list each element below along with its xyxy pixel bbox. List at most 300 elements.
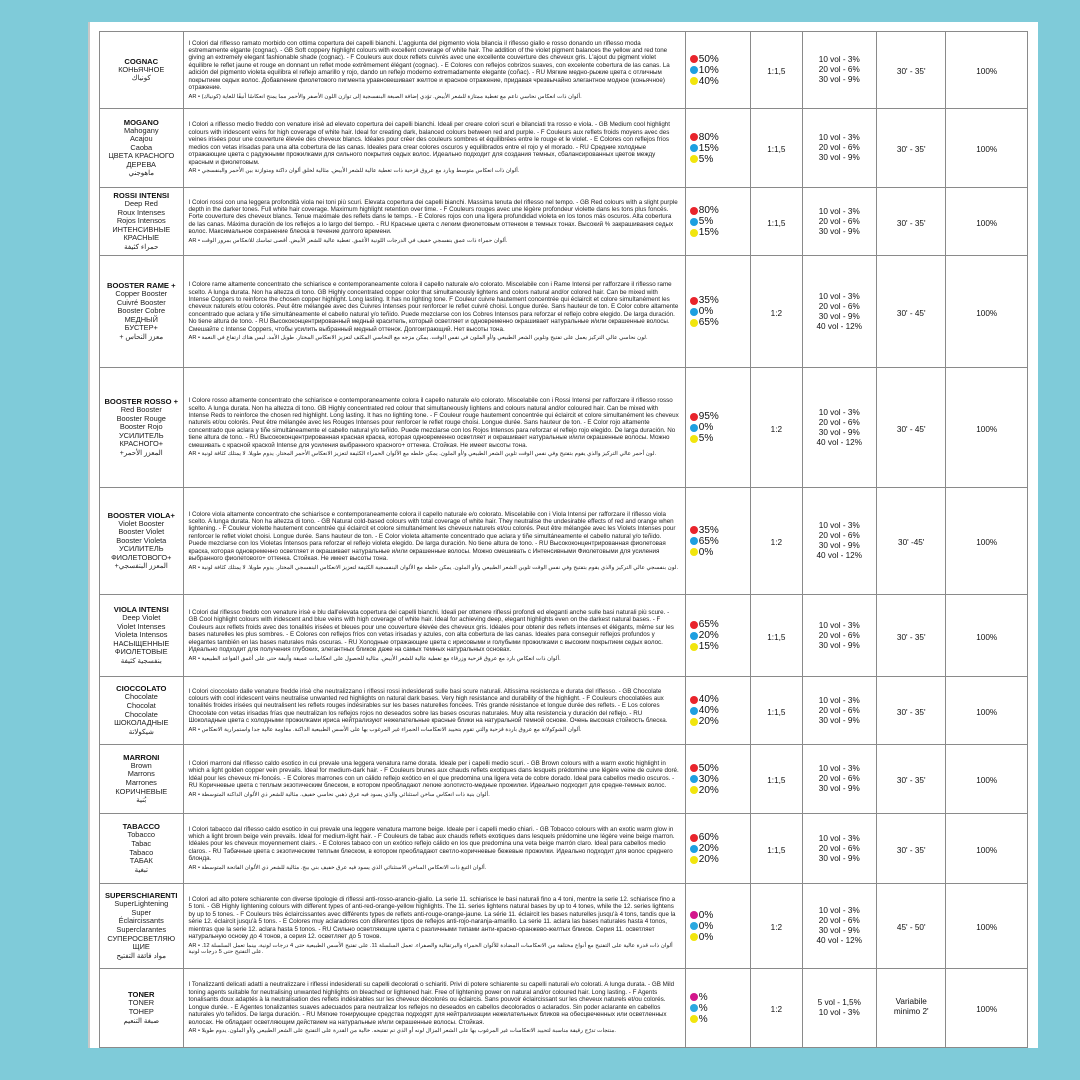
product-name-arabic: مواد فائقة التفتيح: [116, 952, 167, 960]
developer-volume: 20 vol - 6%: [818, 630, 860, 640]
coverage-cell: [946, 188, 1028, 256]
coverage-value: 100%: [976, 424, 998, 434]
product-name: COGNAC: [124, 56, 159, 66]
coverage-cell: [946, 595, 1028, 677]
mixing-ratio-cell: [751, 368, 802, 488]
mixing-ratio: 1:2: [770, 923, 783, 932]
percentage-value: 15%: [698, 227, 719, 238]
processing-time-cell: [876, 109, 945, 188]
product-name-translation: Éclaircissants: [118, 916, 164, 926]
product-name-translation: Tobacco: [127, 830, 156, 840]
percentage-value: 5%: [698, 216, 714, 227]
processing-time-cell: [876, 256, 945, 368]
product-name-translation: Acajou: [129, 134, 153, 144]
percentage-value: 0%: [698, 306, 714, 317]
reflex-percentage: [690, 932, 746, 943]
developer-volume: 30 vol - 9%: [818, 541, 860, 550]
mixing-ratio: 1:1,5: [767, 845, 786, 855]
reflex-percentages-cell: [685, 745, 750, 814]
product-name-translation: ЦВЕТА КРАСНОГО: [108, 151, 175, 161]
developer-volume: 30 vol - 9%: [818, 75, 860, 84]
developer-volume: 10 vol - 3%: [818, 1008, 860, 1017]
developer-volume: 10 vol - 3%: [818, 407, 860, 417]
processing-time: 30' - 45': [896, 424, 926, 434]
description-text: I Colori rossi con una leggera profondità viola nei toni più scuri. Elevata copertura dei capelli bianchi. Massima tenuta del riflesso nel tempo. - GB Red colours with a slight purple depth in the darker tones. Full white hair coverage. Maximum highlight retention over time. - F Couleurs rouges avec une légère profondeur violette dans les tons plus foncés. Forte couverture des cheveux blancs. Tenue maximale des reflets dans le temps. - E Colores rojos con una ligera profundidad violeta en los tonos más oscuros. Alta cobertura de las canas. Máxima duración de los reflejos a lo largo del tiempo. - RU Красные цвета с легким фиолетовым оттенком в темных тонах. Высокий % закрашивания седых волос. Максимальное сохранение блеска в течение долгого времени.: [188, 198, 678, 236]
percentage-value: 20%: [698, 716, 719, 727]
reflex-percentage: [690, 536, 746, 547]
table-row: [100, 188, 1028, 256]
yellow-dot-icon: [690, 718, 698, 726]
developer-volume: 40 vol - 12%: [816, 321, 862, 331]
reflex-percentage: [690, 921, 746, 932]
reflex-percentages-cell: [685, 32, 750, 109]
developer-volume: 10 vol - 3%: [818, 906, 860, 915]
reflex-percentage: [690, 422, 746, 433]
reflex-percentage: [690, 694, 746, 705]
developer-volume: 20 vol - 6%: [818, 705, 860, 715]
product-name-cell: [100, 884, 184, 969]
developer-volume: 20 vol - 6%: [818, 531, 860, 540]
product-name-translation: ФИОЛЕТОВЫЕ: [114, 647, 168, 657]
blue-dot-icon: [690, 707, 698, 715]
table-row: [100, 884, 1028, 969]
product-name: ROSSI INTENSI: [113, 191, 170, 201]
processing-time: 30' - 35': [896, 845, 926, 855]
developer-volume-cell: [802, 814, 876, 884]
processing-time-cell: [876, 595, 945, 677]
product-name-translation: Booster Rouge: [116, 413, 166, 423]
percentage-value: 0%: [698, 422, 714, 433]
percentage-value: 50%: [698, 762, 719, 774]
reflex-percentage: [690, 227, 746, 238]
description-text: I Colori ad alto potere schiarente con diverse tipologie di riflessi anti-rosso-arancio-giallo. La serie 11. schiarisce le basi naturali fino a 4 toni, mentre la serie 12. schiarisce fino a 5 toni. - GB Highly lightening colours with different types of anti-red-orange-yellow highlights. The 11. series lightens natural bases by up to 4 tones, while the 12. series lightens by up to 5 tones. - F Couleurs très éclaircissantes avec différents types de reflets anti-rouge-orange-jaune. La série 11. éclaircit les bases naturelles jusqu'à 4 tons, tandis que la série 12. éclaircit jusqu'à 5 tons. - E Colores muy aclaradores con diferentes tipos de reflejos anti-rojo-naranja-amarillo. La serie 11. aclara las bases naturales hasta 4 tonos, mientras que la serie 12. aclara hasta 5 tonos. - RU Сильно осветляющие цвета с различными типами анти-красно-оранжево-желтых бликов. Серия 11. осветляет натуральную основу до 4 тонов, а серия 12. осветляет до 5 тонов.: [188, 895, 676, 941]
description-arabic: AR • ألوان ذات قدرة عالية على التفتيح مع أنواع مختلفة من الانعكاسات المضادة للألوان الحمراء والبرتقالية والصفراء. تعمل السلسلة 11. على تفتيح الأسس الطبيعية حتى 4 درجات لونية، بينما تعمل السلسلة 12. على التفتيح حتى 5 درجات لونية.: [188, 942, 673, 956]
developer-volume: 10 vol - 3%: [818, 764, 860, 773]
developer-volume: 10 vol - 3%: [818, 833, 860, 843]
description-text: I Colori tabacco dal riflesso caldo esotico in cui prevale una leggere venatura marrone beige. Ideale per i capelli medio chiari. - GB Tobacco colours with an exotic warm glow in which a light brown beige vein prevails. Ideal for medium-light hair. - F Couleurs de tabac aux chauds reflets exotiques dans lesquels prédomine une légère veine beige marron. Idéales pour les cheveux moyennement clairs. - E Colores tabaco con un exótico reflejo cálido en los que predomina una veta beige marrón claro. Ideal para cabellos medio claros. - RU Табачные цвета с экзотическим теплым блеском, в котором преобладают светло-коричневые бежевые прожилки. Идеально подходит для волос среднего блонда.: [188, 825, 675, 863]
description-cell: [183, 188, 685, 256]
product-name-translation: Superclarantes: [116, 925, 167, 934]
product-name-cell: [100, 488, 184, 595]
coverage-value: 100%: [976, 776, 998, 785]
percentage-value: 15%: [698, 641, 719, 652]
reflex-percentages-cell: [685, 595, 750, 677]
processing-time-cell: [876, 814, 945, 884]
mixing-ratio: 1:1,5: [767, 145, 786, 154]
reflex-percentage: [690, 295, 746, 306]
product-name-cell: [100, 677, 184, 745]
percentage-value: 40%: [698, 694, 719, 705]
description-cell: [183, 677, 685, 745]
mixing-ratio: 1:2: [770, 538, 783, 547]
red-dot-icon: [690, 133, 698, 141]
processing-time: 30' - 35': [896, 67, 926, 76]
reflex-percentage: [690, 547, 746, 558]
product-name-translation: Cuivré Booster: [116, 297, 166, 307]
developer-volume-cell: [802, 745, 876, 814]
red-dot-icon: [690, 526, 698, 534]
product-name-translation: SuperLightening: [114, 899, 169, 909]
description-arabic: AR • منتجات تدرّج رقيقة مناسبة لتحييد الانعكاسات غير المرغوب بها على الشعر المزال لونه أو الذي تم تفتيحه. خالية من القدرة على التفتيح على الشعر الطبيعي و/أو الملون. يدوم طويلا.: [188, 1028, 617, 1034]
developer-volume: 30 vol - 9%: [818, 640, 860, 650]
product-name-translation: ФИОЛЕТОВОГО+: [111, 552, 172, 562]
product-name-arabic: بُنية: [136, 797, 147, 805]
product-name-translation: Roux Intenses: [117, 207, 165, 217]
processing-time-cell: [876, 677, 945, 745]
product-name-translation: Chocolat: [126, 700, 156, 710]
product-name-translation: УСИЛИТЕЛЬ: [118, 544, 164, 554]
product-name-translation: ТОНЕР: [128, 1007, 154, 1016]
yellow-dot-icon: [690, 933, 698, 941]
developer-volume: 10 vol - 3%: [818, 695, 860, 705]
product-name-translation: ШОКОЛАДНЫЕ: [114, 718, 169, 728]
percentage-value: 30%: [698, 773, 719, 785]
mixing-ratio: 1:2: [770, 1005, 783, 1014]
coverage-cell: [946, 884, 1028, 969]
developer-volume: 5 vol - 1,5%: [817, 998, 861, 1007]
reflex-percentages-cell: [685, 109, 750, 188]
product-name: MARRONI: [123, 752, 160, 762]
description-arabic: AR • لون أحمر عالي التركيز والذي يقوم بتفتيح وفي نفس الوقت تلوين الشعر الطبيعي و/أو الملون. يمكن خلطه مع الألوان الحمراء الكثيفة لتعزيز الانعكاس الأحمر المختار. يدوم طويلا. لا يمتلك كثافة لونية.: [188, 451, 657, 458]
developer-volume-cell: [802, 109, 876, 188]
product-name-translation: Tabaco: [129, 847, 154, 857]
developer-volume-cell: [802, 368, 876, 488]
percentage-value: 80%: [698, 131, 719, 143]
red-dot-icon: [690, 764, 698, 772]
description-text: I Colori dal riflesso freddo con venature irisè e blu dall'elevata copertura dei capelli bianchi. Ideali per ottenere riflessi profondi ed eleganti anche sulle basi naturali più scure. - GB Cool highlight colours with iridescent and blue veins with high coverage of white hair. Ideal for achieving deep, elegant highlights even on the darkest natural bases. - F Couleurs aux reflets froids avec des tonalités irisées et bleues pour une couverture élevée des cheveux gris. Idéales pour obtenir des reflets intenses et élégants, même sur les bases naturelles les plus sombres. - E Colores con reflejos fríos con vetas irisadas y azules, con alta cobertura de las canas. Ideales para conseguir reflejos profundos y elegantes también en las bases naturales más oscuras. - RU Холодные отражающие цвета с ирисовыми и голубыми прожилками с высоким покрытием седых волос. Идеально подходит для получения глубоких, элегантных бликов даже на самых темных натуральных основах.: [188, 608, 674, 654]
description-arabic: AR • لون نحاسي عالي التركيز يعمل على تفتيح وتلوين الشعر الطبيعي و/أو الملون في نفس الوقت. يمكن مزجه مع النحاسي المكثف لتعزيز الانعكاس المختار. طويل الأمد. ليس هناك ارتفاع في النغمة.: [188, 335, 648, 342]
developer-volume: 10 vol - 3%: [818, 206, 860, 216]
percentage-value: %: [698, 1002, 708, 1014]
description-arabic: AR • ألوان الشوكولاتة مع عروق باردة قزحية والتي تقوم بتحييد الانعكاسات الحمراء غير المرغوب بها على الأسس الطبيعية الداكنة. مقاومة عالية جدا واستمرارية الانعكاس.: [188, 726, 582, 733]
developer-volume: 20 vol - 6%: [818, 143, 860, 152]
reflex-percentage: [690, 54, 746, 65]
description-cell: [183, 969, 685, 1048]
description-text: I Colori a riflesso medio freddo con venature irisè ad elevato copertura dei capelli bianchi. Ideali per creare colori scuri e bilanciati tra rosso e viola. - GB Medium cool highlight colours with iridescent veins for high coverage of white hair. Ideal for creating dark, balanced colours between red and purple. - F Couleurs aux reflets froids moyens avec des veines irisées pour une couverture élevée des cheveux blancs. Idéales pour créer des couleurs sombres et équilibrées entre le rouge et le violet. - E Colores con reflejos fríos medios con vetas irisadas para una alta cobertura de las canas. Ideales para crear colores oscuros y equilibrados entre el rojo y el morado. - RU Средние холодные отражающие цвета с радужными прожилками для сильного покрытия седых волос. Идеально подходит для создания темных, сбалансированных цветов между красным и фиолетовым.: [188, 121, 671, 166]
mixing-ratio-cell: [751, 188, 802, 256]
reflex-percentage: [690, 132, 746, 143]
developer-volume: 30 vol - 9%: [818, 784, 860, 793]
table-row: [100, 745, 1028, 814]
product-name-translation: Violet Intenses: [117, 621, 166, 631]
description-arabic: AR • ألوان ذات انعكاس بارد مع عروق قزحية وزرقاء مع تغطية عالية للشعر الأبيض. مثالية للحصول على انعكاسات عميقة وأنيقة حتى على أغمق القواعد الطبيعية.: [188, 655, 561, 662]
description-cell: [183, 814, 685, 884]
reflex-percentage: [690, 205, 746, 216]
coverage-cell: [946, 745, 1028, 814]
sheet-edge: [88, 22, 90, 1048]
description-text: I Colori dal riflesso ramato morbido con ottima copertura dei capelli bianchi. L'aggiunta del pigmento viola bilancia il riflesso giallo e rosso donando un riflesso moda estremamente elgante (cognac). - GB Soft coppery highlight colours with excellent coverage of white hair. The addition of the violet pigment balances the yellow and red tone giving an extremely elegant fashionable shade (cognac). - F Couleurs aux doux reflets cuivrés avec une excellente couverture des cheveux gris. L'ajout du pigment violet équilibre le reflet jaune et rouge en donnant un reflet mode extrêmement élégant (cognac). - E Colores con reflejos cobrizos suaves, con excelente cobertura de las canas. La adición del pigmento violeta equilibra el reflejo amarillo y rojo, dando un reflejo moderno extremadamente elegante (coñac). - RU Мягкие медно-рыжие цвета с отличным покрытием седых волос. Добавление фиолетового пигмента уравновешивает желтое и красное отражение, придавая чрезвычайно элегантное модное (коньячное) отражение.: [188, 39, 670, 92]
reflex-percentage: [690, 525, 746, 536]
product-name: CIOCCOLATO: [116, 684, 167, 694]
description-cell: [183, 745, 685, 814]
red-dot-icon: [690, 696, 698, 704]
developer-volume-cell: [802, 256, 876, 368]
product-name-translation: Red Booster: [120, 405, 162, 415]
developer-volume: 10 vol - 3%: [818, 133, 860, 142]
coverage-value: 100%: [976, 67, 998, 76]
percentage-value: %: [698, 1013, 708, 1025]
product-name: TONER: [128, 990, 155, 1000]
reflex-percentage: [690, 832, 746, 843]
mixing-ratio: 1:1,5: [767, 707, 786, 717]
product-name-translation: КРАСНЫЕ: [123, 233, 160, 243]
product-name-translation: TONER: [128, 998, 155, 1008]
developer-volume: 20 vol - 6%: [818, 916, 860, 925]
percentage-value: 0%: [698, 920, 714, 932]
percentage-value: 65%: [698, 619, 719, 630]
product-name-translation: БУСТЕР+: [124, 323, 158, 333]
reflex-percentage: [690, 1014, 746, 1025]
product-name-translation: ЩИЕ: [132, 942, 150, 952]
product-name-translation: СУПЕРОСВЕТЛЯЮ: [107, 933, 176, 943]
coverage-cell: [946, 814, 1028, 884]
product-name-translation: Booster Cobre: [117, 306, 166, 316]
reflex-percentage: [690, 619, 746, 630]
developer-volume: 10 vol - 3%: [818, 620, 860, 630]
processing-time: 30' - 35': [896, 707, 926, 717]
developer-volume: 30 vol - 9%: [818, 715, 860, 725]
yellow-dot-icon: [690, 155, 698, 163]
product-name-cell: [100, 32, 184, 109]
product-name-translation: Marrons: [127, 769, 155, 779]
description-arabic: AR • ألوان ذات انعكاس متوسط وبارد مع عروق قزحية ذات تغطية عالية للشعر الأبيض. مثالية لخلق ألوان داكنة ومتوازنة بين الأحمر والبنفسجي.: [188, 168, 520, 174]
product-name-arabic: كونياك: [131, 75, 151, 83]
product-name-arabic: شيكولاتة: [128, 728, 154, 736]
description-text: I Colore viola altamente concentrato che schiarisce e contemporaneamente colora il capello naturale e/o colorato. Miscelabile con i Viola Intensi per rafforzare il riflesso viola scelto. A lunga durata. Non ha altezza di tono. - GB Natural cold-based colours with total coverage of white hair. They neutralise the undesirable effects of red and orange when lightening. - F Couleur violette hautement concentrée qui éclaircit et colore simultanément les cheveux naturels et/ou colorés. Peut être mélangée avec les Violets Intenses pour renforcer le reflet violet choisi. Longue durée. Sans hauteur de ton. - E Color violeta altamente concentrado que aclara y tiñe simultáneamente el cabello natural y/o teñido. Puede mezclarse con los Violetas Intensos para reforzar el reflejo violeta elegido. De larga duración. No tiene altura de tono. - RU Высококонцентрированная фиолетовая краска, которая одновременно осветляет и окрашивает натуральные и/или окрашенные волосы. Можно смешивать с Интенсивными Фиолетовыми для усиления выбранного фиолетового+ оттенка. Стойкая. Не имеет высоты тона.: [188, 510, 676, 563]
percentage-value: 0%: [698, 931, 714, 943]
coverage-value: 100%: [976, 707, 998, 717]
processing-time: Variabile minimo 2': [893, 997, 929, 1016]
mixing-ratio-cell: [751, 745, 802, 814]
description-cell: [183, 32, 685, 109]
mixing-ratio: 1:2: [770, 308, 783, 318]
product-name-translation: Caoba: [130, 142, 153, 152]
cyan-dot-icon: [690, 1004, 698, 1012]
reflex-percentage: [690, 76, 746, 87]
percentage-value: 20%: [698, 843, 719, 854]
description-arabic: AR • ألوان بنية ذات انعكاس ساخن استثنائي والذي يسود فيه عرق ذهبي نحاسي خفيف. مثالية للشعر ذي الألوان الداكنة المتوسطة.: [188, 791, 490, 798]
developer-volume: 30 vol - 9%: [818, 311, 860, 321]
percentage-value: 20%: [698, 784, 719, 796]
reflex-percentage: [690, 843, 746, 854]
product-name-arabic: المعزز البنفسجي+: [114, 563, 168, 571]
description-arabic: AR • لون بنفسجي عالي التركيز والذي يقوم بتفتيح وفي نفس الوقت تلوين الشعر الطبيعي و/أو الملون. يمكن خلطه مع الألوان البنفسجية الكثيفة لتعزيز الانعكاس البنفسجي المختار. يدوم طويلا. لا يمتلك كثافة لونية.: [188, 564, 679, 571]
coverage-cell: [946, 109, 1028, 188]
reflex-percentages-cell: [685, 884, 750, 969]
product-name-translation: КОРИЧНЕВЫЕ: [115, 786, 168, 796]
yellow-dot-icon: [690, 77, 698, 85]
developer-volume-cell: [802, 884, 876, 969]
coverage-value: 100%: [976, 218, 998, 228]
product-name-cell: [100, 188, 184, 256]
developer-volume: 30 vol - 9%: [818, 853, 860, 863]
percentage-value: 20%: [698, 630, 719, 641]
product-name-arabic: المعزز الأحمر+: [119, 449, 163, 457]
coverage-cell: [946, 969, 1028, 1048]
percentage-value: %: [698, 991, 708, 1003]
developer-volume: 10 vol - 3%: [818, 291, 860, 301]
description-cell: [183, 368, 685, 488]
developer-volume: 20 vol - 6%: [818, 774, 860, 783]
reflex-percentage: [690, 705, 746, 716]
developer-volume: 10 vol - 3%: [818, 521, 860, 530]
coverage-cell: [946, 256, 1028, 368]
product-name-translation: ТАБАК: [129, 856, 153, 866]
processing-time-cell: [876, 32, 945, 109]
product-name-translation: Booster Violeta: [116, 535, 167, 545]
mixing-ratio-cell: [751, 884, 802, 969]
yellow-dot-icon: [690, 786, 698, 794]
developer-volume-cell: [802, 188, 876, 256]
product-name-arabic: ماهوجني: [128, 170, 154, 178]
reflex-percentages-cell: [685, 969, 750, 1048]
mixing-ratio: 1:1,5: [767, 67, 786, 76]
product-name: TABACCO: [122, 822, 160, 832]
blue-dot-icon: [690, 537, 698, 545]
percentage-value: 35%: [698, 524, 719, 536]
red-dot-icon: [690, 834, 698, 842]
reflex-percentage: [690, 216, 746, 227]
red-dot-icon: [690, 297, 698, 305]
table-row: [100, 595, 1028, 677]
coverage-cell: [946, 32, 1028, 109]
coverage-cell: [946, 488, 1028, 595]
processing-time-cell: [876, 745, 945, 814]
processing-time-cell: [876, 884, 945, 969]
red-dot-icon: [690, 621, 698, 629]
yellow-dot-icon: [690, 1015, 698, 1023]
processing-time: 30' - 35': [896, 632, 926, 642]
product-name-cell: [100, 745, 184, 814]
percentage-value: 50%: [698, 53, 719, 65]
coverage-cell: [946, 368, 1028, 488]
product-name-translation: Booster Violet: [118, 527, 165, 537]
product-name-translation: Deep Violet: [122, 613, 161, 623]
mixing-ratio-cell: [751, 488, 802, 595]
product-name-translation: КОНЬЯЧНОЕ: [118, 64, 165, 74]
developer-volume: 30 vol - 9%: [818, 226, 860, 236]
product-name: BOOSTER ROSSO +: [104, 397, 179, 407]
table-row: [100, 109, 1028, 188]
product-name-translation: Copper Booster: [115, 289, 168, 299]
reflex-percentage: [690, 433, 746, 444]
description-text: I Colore rosso altamente concentrato che schiarisce e contemporaneamente colora il capello naturale e/o colorato. Miscelabile con i Rossi Intensi per rafforzare il riflesso rosso scelto. A lunga durata. Non ha altezza di tono. GB Highly concentrated red colour that simultaneously lightens and colours natural and/or coloured hair. Can be mixed with Intense Reds to reinforce the chosen red highlight. Long lasting. It has no lighting tone. - F Couleur rouge hautement concentrée qui éclaircit et colore simultanément les cheveux naturels et/ou colorés. Peut être mélangée avec les Rouges Intenses pour renforcer le reflet rouge choisi. Longue durée. Sans hauteur de ton. - E Color rojo altamente concentrado que aclara y tiñe simultáneamente el cabello natural y/o teñido. Puede mezclarse con los Rojos Intensos para reforzar el reflejo rojo elegido. De larga duración. No tiene altura de tono. - RU Высококонцентрированная красная краска, которая одновременно осветляет и окрашивает натуральные и/или окрашенные волосы. Можно смешивать с красной краской Intense для усиления выбранного красного+ оттенка. Стойкая. Не имеет высоты тона.: [188, 397, 679, 449]
percentage-value: 0%: [698, 546, 714, 558]
product-name-translation: КРАСНОГО+: [119, 439, 164, 449]
mixing-ratio: 1:2: [770, 424, 783, 434]
product-name-cell: [100, 595, 184, 677]
percentage-value: 35%: [698, 295, 719, 306]
mixing-ratio-cell: [751, 969, 802, 1048]
blue-dot-icon: [690, 424, 698, 432]
processing-time: 30' - 35': [896, 776, 926, 785]
product-name-translation: Rojos Intensos: [116, 216, 166, 226]
red-dot-icon: [690, 55, 698, 63]
processing-time-cell: [876, 969, 945, 1048]
reflex-percentage: [690, 785, 746, 796]
blue-dot-icon: [690, 144, 698, 152]
reflex-percentages-cell: [685, 368, 750, 488]
red-dot-icon: [690, 207, 698, 215]
product-name: SUPERSCHIARENTI: [104, 891, 178, 901]
developer-volume-cell: [802, 32, 876, 109]
product-name-arabic: معزز النحاس +: [119, 333, 164, 341]
developer-volume-cell: [802, 595, 876, 677]
reflex-percentages-cell: [685, 188, 750, 256]
product-name-arabic: صبغة التنعيم: [123, 1017, 160, 1025]
reflex-percentages-cell: [685, 677, 750, 745]
coverage-value: 100%: [976, 145, 998, 154]
coverage-value: 100%: [976, 923, 998, 932]
description-text: I Tonalizzanti delicati adatti a neutralizzare i riflessi indesiderati su capelli decolorati o schiariti. Privi di potere schiarente su capelli naturali e/o colorati. A lunga durata. - GB Mild toning agents suitable for neutralising unwanted highlights on bleached or lightened hair. Free of lightening power on natural and/or coloured hair. Long lasting. - F Agents tonalisants doux adaptés à la neutralisation des reflets indésirables sur les cheveux décolorés ou éclaircis. Sans pouvoir éclaircissant sur les cheveux naturels et/ou colorés. Longue durée. - E Agentes tonalizantes suaves adecuados para neutralizar los reflejos no deseados en cabellos decolorados o aclarados. Sin poder aclarante en cabellos naturales y/o teñidos. De larga duración. - RU Мягкие тонирующие средства подходят для нейтрализации нежелательных бликов на обесцвеченных или осветленных волосах. Не обладает осветляющим действием на натуральные и/или окрашенные волосы. Стойкая.: [188, 981, 675, 1026]
description-arabic: AR • ألوان ذات انعكاس نحاسي ناعم مع تغطية ممتازة للشعر الأبيض. تؤدي إضافة الصبغة البنفسجية إلى توازن اللون الأصفر والأحمر مما يمنح انعكاسًا أنيقًا للغاية (كونياك).: [188, 93, 582, 100]
table-row: [100, 368, 1028, 488]
description-cell: [183, 109, 685, 188]
mixing-ratio-cell: [751, 595, 802, 677]
cyan-dot-icon: [690, 922, 698, 930]
percentage-value: 0%: [698, 909, 714, 921]
reflex-percentage: [690, 854, 746, 865]
reflex-percentage: [690, 154, 746, 165]
magenta-dot-icon: [690, 993, 698, 1001]
processing-time: 30' - 45': [896, 308, 926, 318]
table-row: [100, 814, 1028, 884]
reflex-percentage: [690, 1003, 746, 1014]
developer-volume: 20 vol - 6%: [818, 301, 860, 311]
processing-time-cell: [876, 488, 945, 595]
processing-time: 45' - 50': [896, 923, 926, 932]
product-name-translation: Super: [131, 907, 152, 917]
blue-dot-icon: [690, 308, 698, 316]
description-cell: [183, 488, 685, 595]
coverage-cell: [946, 677, 1028, 745]
percentage-value: 5%: [698, 433, 714, 444]
product-name-translation: Violet Booster: [118, 518, 165, 528]
developer-volume: 40 vol - 12%: [816, 936, 862, 945]
description-cell: [183, 595, 685, 677]
reflex-percentage: [690, 774, 746, 785]
percentage-value: 80%: [698, 205, 719, 216]
yellow-dot-icon: [690, 643, 698, 651]
reflex-percentage: [690, 763, 746, 774]
processing-time: 30' - 35': [896, 218, 926, 228]
developer-volume-cell: [802, 488, 876, 595]
description-text: I Colori cioccolato dalle venature fredde irisè che neutralizzano i riflessi rossi indesiderati sulle basi scure naturali. Altissima resistenza e durata del riflesso. - GB Chocolate colours with cool iridescent veins neutralise unwanted red highlights on natural dark bases. Very high resistance and durability of the highlight. - F Couleurs chocolatées aux tonalités froides irisées qui neutralisent les reflets rouges indésirables sur les bases naturelles foncées. Très grande résistance et longue durée des reflets. - E Los colores Chocolate con vetas irisadas frías que neutralizan los reflejos rojos no deseados sobre las bases oscuras naturales. Muy alta resistencia y duración del reflejo. - RU Шоколадные цвета с холодными прожилками ириса нейтрализуют нежелательные красные блики на натуральной темной основе. Очень высокая стойкость блеска.: [188, 687, 668, 725]
mixing-ratio-cell: [751, 677, 802, 745]
product-name: BOOSTER VIOLA+: [107, 510, 175, 520]
product-name-translation: Chocolate: [124, 692, 158, 702]
developer-volume: 20 vol - 6%: [818, 216, 860, 226]
product-name-translation: Violeta Intensos: [115, 630, 168, 640]
table-row: [100, 969, 1028, 1048]
coverage-value: 100%: [976, 845, 998, 855]
developer-volume: 10 vol - 3%: [818, 55, 860, 64]
developer-volume: 20 vol - 6%: [818, 417, 860, 427]
blue-dot-icon: [690, 632, 698, 640]
reflex-percentages-cell: [685, 488, 750, 595]
mixing-ratio-cell: [751, 32, 802, 109]
reflex-percentages-cell: [685, 814, 750, 884]
product-name: BOOSTER RAME +: [106, 281, 176, 291]
description-text: I Colori marroni dal riflesso caldo esotico in cui prevale una leggera venatura rame dorata. Ideale per i capelli medio scuri. - GB Brown colours with a warm exotic highlight in which a light golden copper vein prevails. Ideal for medium-dark hair. - F Couleurs brunes aux chauds reflets exotiques dans lesquels prédomine une légère veine de cuivre doré. Idéal pour les cheveux mi-foncés. - E Colores marrones con un cálido reflejo exótico en el que predomina una ligera veta de cobre dorado. Ideal para cabellos medio oscuros. - RU Коричневые цвета с теплым экзотическим блеском, в котором преобладают легкие золотисто-медные прожилки. Идеально подходит для средне-темных волос.: [188, 759, 679, 790]
product-name-cell: [100, 969, 184, 1048]
coverage-value: 100%: [976, 632, 998, 642]
product-name-translation: Chocolate: [124, 709, 158, 719]
percentage-value: 20%: [698, 854, 719, 865]
blue-dot-icon: [690, 218, 698, 226]
description-arabic: AR • ألوان حمراء ذات عمق بنفسجي خفيف في الدرجات اللونية الأغمق. تغطية عالية للشعر الأبيض. أقصى تماسك للانعكاس بمرور الوقت.: [188, 237, 508, 244]
percentage-value: 65%: [698, 317, 719, 328]
